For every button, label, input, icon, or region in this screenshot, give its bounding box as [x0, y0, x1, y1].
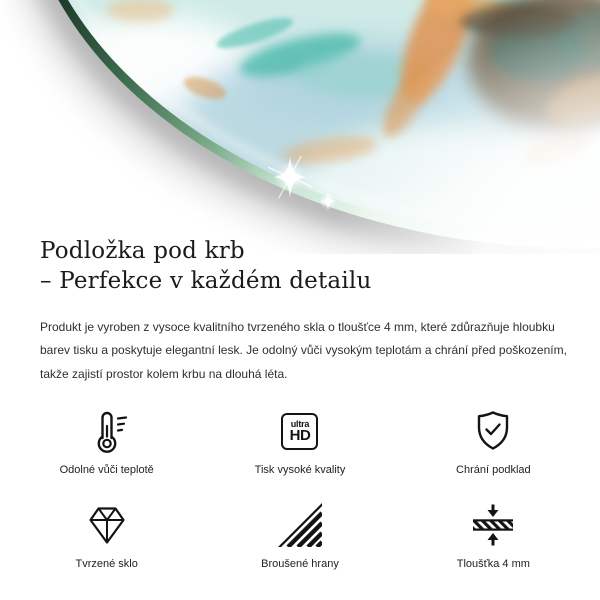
ultra-hd-badge-top: ultra [290, 418, 310, 429]
feature-item [10, 500, 203, 570]
feature-label: Chrání podklad [456, 464, 531, 477]
hero-image [0, 0, 600, 254]
thickness-icon [469, 500, 517, 550]
product-description: Produkt je vyroben z vysoce kvalitního tvrzeného skla o tloušťce 4 mm, které zdůrazňuje hloubku barev tisku a poskytuje elegantní lesk. Je odolný vůči vysokým teplotám a chrání před poškozením, takže zajistí prostor kolem krbu na dlouhá léta. [40, 320, 567, 381]
feature-item [203, 500, 396, 570]
white-fade-overlay [0, 0, 600, 254]
feature-item [10, 406, 203, 476]
feature-label: Tloušťka 4 mm [456, 558, 530, 571]
feature-item [397, 500, 590, 570]
ultra-hd-icon [281, 406, 318, 456]
feature-grid [10, 406, 590, 570]
feature-label: Odolné vůči teplotě [59, 464, 154, 477]
title-line-2: – Perfekce v každém detailu [40, 268, 372, 294]
feature-label: Broušené hrany [261, 558, 339, 571]
ultra-hd-badge-bottom: HD [289, 426, 311, 444]
diamond-icon [83, 500, 131, 550]
glass-pad-illustration [0, 0, 600, 254]
thermometer-icon [83, 406, 131, 456]
polished-edges-icon [276, 500, 324, 550]
shield-check-icon [469, 406, 517, 456]
feature-item [203, 406, 396, 476]
feature-label: Tvrzené sklo [75, 558, 138, 571]
feature-item [397, 406, 590, 476]
feature-label: Tisk vysoké kvality [254, 464, 346, 477]
